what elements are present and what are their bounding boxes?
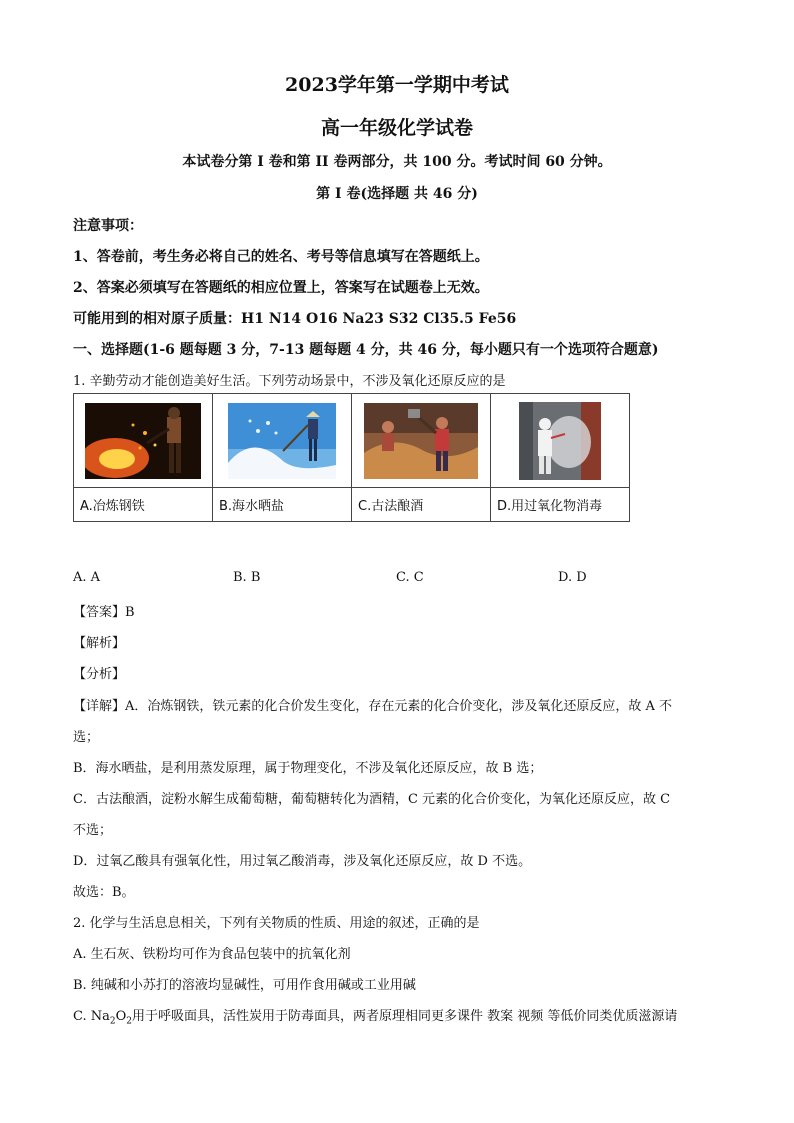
scene-b-cell: [213, 394, 352, 488]
q1-detail-c-line2: 不选；: [73, 823, 113, 838]
wine-brewing-photo-icon: [364, 403, 478, 479]
q2-option-a: A. 生石灰、铁粉均可作为食品包装中的抗氧化剂: [73, 947, 351, 962]
q2-option-c-text: 用于呼吸面具，活性炭用于防毒面具，两者原理相同更多课件 教案 视频 等低价同类优质滋源请: [132, 1009, 678, 1024]
exam-subtitle: 高一年级化学试卷: [320, 117, 473, 139]
q2-option-c-subscript-2: 2: [126, 1016, 133, 1027]
q2-option-c-prefix: C. Na: [73, 1009, 110, 1024]
atomic-mass-line: 可能用到的相对原子质量：H1 N14 O16 Na23 S32 Cl35.5 Fe56: [73, 311, 517, 327]
q1-conclusion: 故选：B。: [73, 885, 135, 900]
q1-detail-c-line1: C．古法酿酒，淀粉水解生成葡萄糖，葡萄糖转化为酒精，C 元素的化合价变化，为氧化还原反应，故 C: [73, 792, 671, 807]
q1-detail-d: D．过氧乙酸具有强氧化性，用过氧乙酸消毒，涉及氧化还原反应，故 D 不选。: [73, 854, 532, 869]
scene-b-label: B.海水晒盐: [213, 488, 352, 522]
q2-option-b: B. 纯碱和小苏打的溶液均显碱性，可用作食用碱或工业用碱: [73, 978, 416, 993]
q1-answer: 【答案】B: [73, 605, 135, 620]
q1-explain-tag: 【解析】: [73, 636, 126, 651]
notes-heading: 注意事项：: [73, 218, 143, 234]
q1-analysis-tag: 【分析】: [73, 667, 126, 682]
q1-option-c: C. C: [396, 570, 424, 585]
part1-heading: 一、选择题(1-6 题每题 3 分，7-13 题每题 4 分，共 46 分，每小题只有一个选项符合题意): [73, 342, 659, 358]
q1-detail-b: B．海水晒盐，是利用蒸发原理，属于物理变化，不涉及氧化还原反应，故 B 选；: [73, 761, 543, 776]
steel-smelting-photo-icon: [85, 403, 201, 479]
sea-salt-photo-icon: [228, 403, 336, 479]
q1-scene-table: [73, 393, 630, 522]
q1-detail-a-line1: 【详解】A．冶炼钢铁，铁元素的化合价发生变化，存在元素的化合价变化，涉及氧化还原反应，故 A 不: [73, 699, 673, 714]
scene-d-label: D.用过氧化物消毒: [491, 488, 630, 522]
exam-intro: 本试卷分第 I 卷和第 II 卷两部分，共 100 分。考试时间 60 分钟。: [182, 154, 612, 170]
disinfection-photo-icon: [519, 402, 601, 480]
q1-option-b: B. B: [233, 570, 261, 585]
scene-a-label: A.冶炼钢铁: [74, 488, 213, 522]
exam-title: 2023学年第一学期中考试: [285, 74, 509, 96]
q2-option-c-subscript-1: 2: [109, 1016, 116, 1027]
section-heading: 第 I 卷(选择题 共 46 分): [316, 186, 478, 202]
scene-c-label: C.古法酿酒: [352, 488, 491, 522]
note-item-2: 2、答案必须填写在答题纸的相应位置上，答案写在试题卷上无效。: [73, 280, 489, 296]
q1-stem: 1. 辛勤劳动才能创造美好生活。下列劳动场景中，不涉及氧化还原反应的是: [73, 374, 506, 389]
scene-a-cell: [74, 394, 213, 488]
note-item-1: 1、答卷前，考生务必将自己的姓名、考号等信息填写在答题纸上。: [73, 249, 489, 265]
q2-option-c: [73, 1005, 677, 1027]
scene-c-cell: [352, 394, 491, 488]
q1-option-d: D. D: [558, 570, 587, 585]
q1-option-a: A. A: [73, 570, 101, 585]
q2-option-c-mid: O: [115, 1009, 127, 1024]
q1-detail-a-line2: 选；: [73, 730, 100, 745]
scene-d-cell: [491, 394, 630, 488]
q2-stem: 2. 化学与生活息息相关，下列有关物质的性质、用途的叙述，正确的是: [73, 916, 480, 931]
